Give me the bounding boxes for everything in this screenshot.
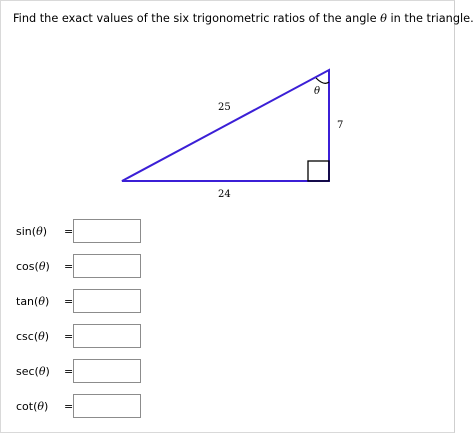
fn-name: sin bbox=[16, 225, 32, 238]
fn-theta: θ bbox=[36, 225, 43, 238]
fn-name: tan bbox=[16, 295, 35, 308]
fn-theta: θ bbox=[38, 330, 45, 343]
cos-label: cos(θ) bbox=[16, 260, 50, 273]
equals-sign: = bbox=[64, 260, 74, 273]
adjacent-label: 24 bbox=[218, 189, 231, 200]
sin-answer-input[interactable] bbox=[73, 219, 141, 243]
cot-answer-input[interactable] bbox=[73, 394, 141, 418]
equals-sign: = bbox=[64, 295, 74, 308]
fn-theta: θ bbox=[37, 400, 45, 413]
fn-theta: θ bbox=[38, 365, 46, 378]
fn-theta: θ bbox=[38, 260, 46, 273]
triangle-figure bbox=[0, 0, 455, 210]
sin-label: sin(θ) bbox=[16, 225, 47, 238]
question-prefix: Find the exact values of the six trigonometric ratios of the angle bbox=[13, 12, 381, 25]
hypotenuse-label: 25 bbox=[218, 102, 231, 113]
triangle-shape bbox=[122, 70, 329, 181]
fn-name: cos bbox=[16, 260, 35, 273]
cos-answer-input[interactable] bbox=[73, 254, 141, 278]
fn-name: cot bbox=[16, 400, 34, 413]
equals-sign: = bbox=[64, 400, 74, 413]
answer-row-sin bbox=[0, 219, 160, 245]
sec-answer-input[interactable] bbox=[73, 359, 141, 383]
equals-sign: = bbox=[64, 225, 74, 238]
fn-theta: θ bbox=[38, 295, 45, 308]
answer-row-sec bbox=[0, 359, 160, 385]
angle-theta-label: θ bbox=[314, 86, 321, 97]
question-suffix: in the triangle. bbox=[386, 12, 474, 25]
fn-name: sec bbox=[16, 365, 35, 378]
answer-row-cos bbox=[0, 254, 160, 280]
answer-row-csc bbox=[0, 324, 160, 350]
equals-sign: = bbox=[64, 330, 74, 343]
right-angle-marker bbox=[308, 161, 329, 181]
csc-label: csc(θ) bbox=[16, 330, 50, 343]
opposite-label: 7 bbox=[337, 120, 344, 131]
sec-label: sec(θ) bbox=[16, 365, 50, 378]
tan-label: tan(θ) bbox=[16, 295, 50, 308]
cot-label: cot(θ) bbox=[16, 400, 49, 413]
answer-row-tan bbox=[0, 289, 160, 315]
answer-row-cot bbox=[0, 394, 160, 420]
angle-arc bbox=[316, 78, 329, 83]
equals-sign: = bbox=[64, 365, 74, 378]
question-theta: θ bbox=[380, 12, 387, 25]
csc-answer-input[interactable] bbox=[73, 324, 141, 348]
tan-answer-input[interactable] bbox=[73, 289, 141, 313]
fn-name: csc bbox=[16, 330, 34, 343]
